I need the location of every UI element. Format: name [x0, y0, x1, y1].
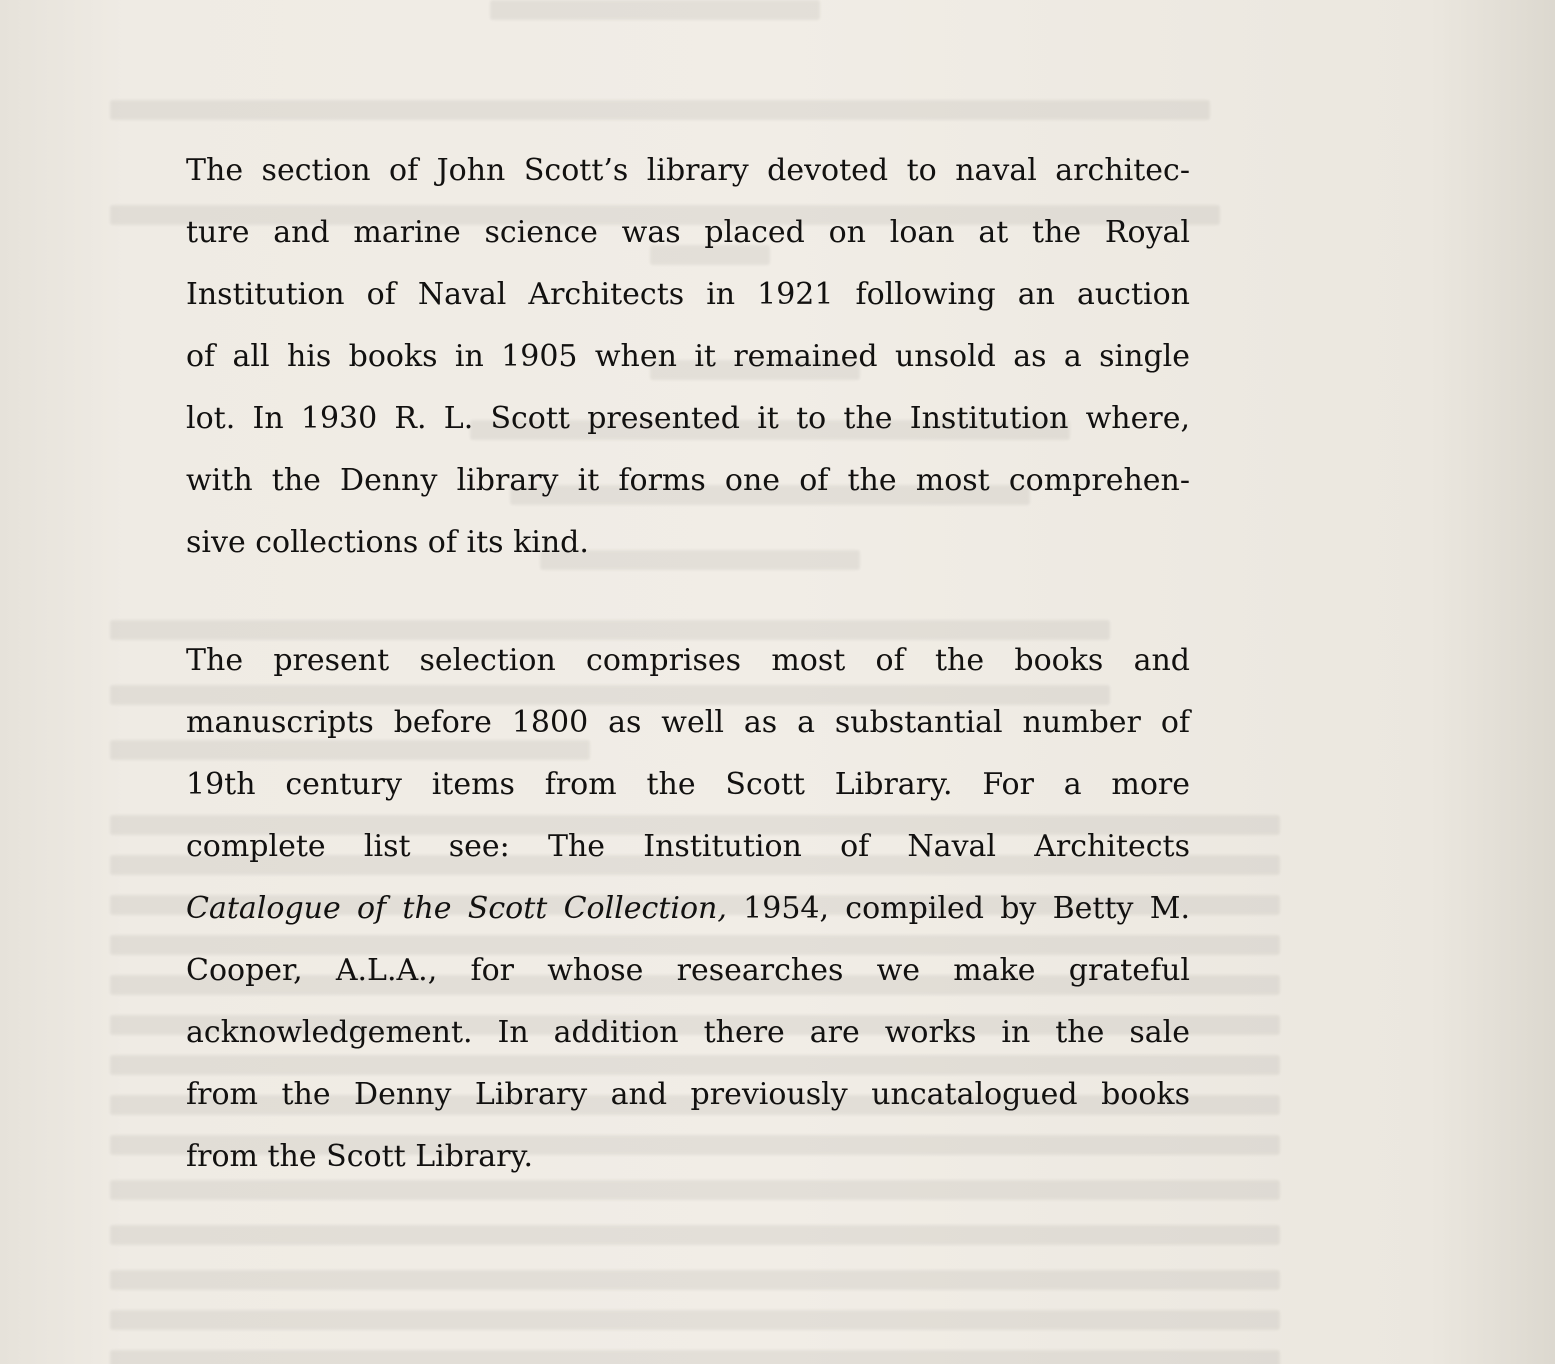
paragraph-line: Cooper, A.L.A., for whose researches we make grateful — [186, 953, 1190, 988]
paragraph-line: lot. In 1930 R. L. Scott presented it to the Institution where, — [186, 401, 1190, 436]
paragraph-line: complete list see: The Institution of Naval Architects — [186, 829, 1190, 864]
paragraph-line: The section of John Scott’s library devoted to naval architec- — [186, 153, 1190, 188]
paragraph-line: The present selection comprises most of the books and — [186, 643, 1190, 678]
paragraph-present-selection — [186, 630, 1190, 1188]
paragraph-line: from the Denny Library and previously uncatalogued books — [186, 1077, 1190, 1112]
catalogue-title: Catalogue of the Scott Collection, — [186, 891, 727, 926]
paragraph-line: ture and marine science was placed on loan at the Royal — [186, 215, 1190, 250]
paragraph-line: Institution of Naval Architects in 1921 following an auction — [186, 277, 1190, 312]
paragraph-scott-library-history — [186, 140, 1190, 574]
paragraph-line: of all his books in 1905 when it remained unsold as a single — [186, 339, 1190, 374]
paragraph-line: sive collections of its kind. — [186, 525, 589, 560]
paragraph-line: 19th century items from the Scott Library. For a more — [186, 767, 1190, 802]
paragraph-line: manuscripts before 1800 as well as a substantial number of — [186, 705, 1190, 740]
paragraph-line — [186, 878, 1190, 940]
catalogue-citation: 1954, compiled by Betty M. — [726, 891, 1191, 926]
paragraph-line: from the Scott Library. — [186, 1139, 534, 1174]
paragraph-line: with the Denny library it forms one of the most comprehen- — [186, 463, 1190, 498]
paragraph-line: acknowledgement. In addition there are works in the sale — [186, 1015, 1190, 1050]
